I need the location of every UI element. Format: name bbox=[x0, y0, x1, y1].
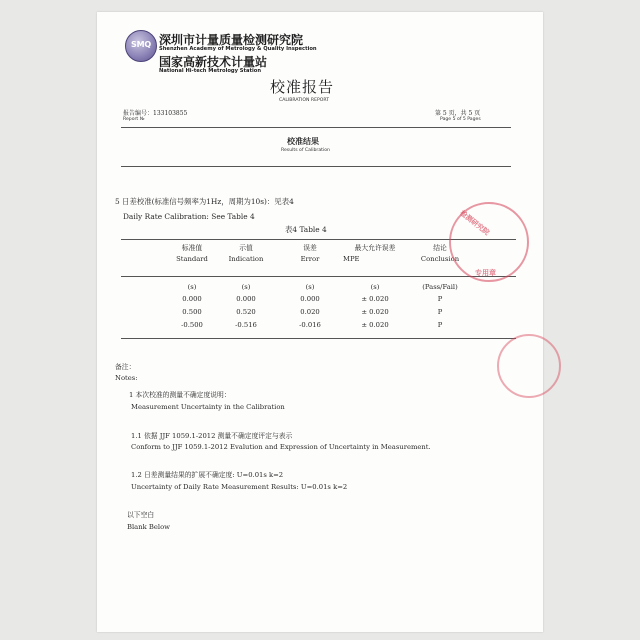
unit-mpe: (s) bbox=[370, 283, 380, 291]
cell-error: 0.020 bbox=[300, 308, 320, 316]
note-1-en: Measurement Uncertainty in the Calibration bbox=[131, 403, 285, 411]
col-header-conclusion-en: Conclusion bbox=[420, 255, 460, 263]
cell-mpe: ± 0.020 bbox=[361, 308, 389, 316]
col-header-mpe bbox=[335, 242, 415, 263]
page-number-en: Page 5 of 5 Pages bbox=[440, 117, 481, 122]
col-header-mpe-zh: 最大允许误差 bbox=[354, 244, 396, 252]
station-name-zh: 国家高新技术计量站 bbox=[159, 55, 268, 69]
cell-error: 0.000 bbox=[300, 295, 320, 303]
note-1-1-zh: 1.1 依据 JJF 1059.1-2012 测量不确定度评定与表示 bbox=[131, 432, 293, 440]
cell-standard: 0.000 bbox=[182, 295, 202, 303]
note-1-zh: 1 本次校准的测量不确定度说明： bbox=[129, 391, 231, 399]
cell-conclusion: P bbox=[437, 295, 443, 303]
page-number-zh: 第 5 页，共 5 页 bbox=[435, 110, 481, 117]
col-header-standard-zh: 标准值 bbox=[181, 244, 203, 252]
col-header-indication-zh: 示值 bbox=[239, 244, 253, 252]
report-no-label: 报告编号： bbox=[123, 110, 154, 117]
table-bottom-rule bbox=[121, 338, 516, 339]
cell-standard: -0.500 bbox=[181, 321, 203, 329]
report-page bbox=[97, 12, 543, 632]
col-header-conclusion-zh: 结论 bbox=[433, 244, 447, 252]
note-1-2-en: Uncertainty of Daily Rate Measurement Results: U=0.01s k=2 bbox=[131, 483, 348, 491]
section-title-en: Results of Calibration bbox=[281, 148, 330, 153]
report-title-en: CALIBRATION REPORT bbox=[279, 98, 330, 103]
header-divider bbox=[121, 127, 511, 128]
col-header-error-zh: 误差 bbox=[303, 244, 317, 252]
col-header-indication-en: Indication bbox=[228, 255, 264, 263]
cell-indication: 0.000 bbox=[236, 295, 256, 303]
table-caption: 表4 Table 4 bbox=[285, 225, 327, 234]
col-header-error-en: Error bbox=[300, 255, 320, 263]
seal-stamp-text: 检测研究院 bbox=[458, 209, 491, 237]
section-divider bbox=[121, 166, 511, 167]
report-no bbox=[123, 108, 187, 117]
notes-label-en: Notes: bbox=[115, 374, 138, 382]
cell-standard: 0.500 bbox=[182, 308, 202, 316]
table-header-rule bbox=[121, 276, 516, 277]
col-header-indication bbox=[211, 242, 281, 263]
cell-conclusion: P bbox=[437, 308, 443, 316]
unit-error: (s) bbox=[305, 283, 315, 291]
cell-mpe: ± 0.020 bbox=[361, 295, 389, 303]
note-1-2-zh: 1.2 日差测量结果的扩展不确定度: U=0.01s k=2 bbox=[131, 471, 284, 479]
unit-conclusion: (Pass/Fail) bbox=[422, 283, 458, 291]
report-title-zh: 校准报告 bbox=[270, 78, 335, 96]
note-1-1-en: Conform to JJF 1059.1-2012 Evalution and Expression of Uncertainty in Measurement. bbox=[131, 443, 431, 451]
cell-indication: -0.516 bbox=[235, 321, 257, 329]
notes-label-zh: 备注： bbox=[115, 363, 136, 371]
section-title-zh: 校准结果 bbox=[287, 136, 319, 146]
blank-below-en: Blank Below bbox=[127, 523, 170, 531]
logo-text: SMQ bbox=[131, 40, 151, 49]
report-no-value: 133103855 bbox=[153, 110, 188, 117]
col-header-standard-en: Standard bbox=[176, 255, 208, 263]
item-heading-zh: 5 日差校准(标准信号频率为1Hz，周期为10s)：见表4 bbox=[115, 197, 294, 206]
cell-error: -0.016 bbox=[299, 321, 321, 329]
blank-below-zh: 以下空白 bbox=[127, 511, 155, 519]
cell-indication: 0.520 bbox=[236, 308, 256, 316]
unit-standard: (s) bbox=[187, 283, 197, 291]
item-heading-en: Daily Rate Calibration: See Table 4 bbox=[123, 212, 255, 221]
col-header-mpe-en: MPE bbox=[343, 255, 360, 263]
cell-mpe: ± 0.020 bbox=[361, 321, 389, 329]
station-name-en: National Hi-tech Metrology Station bbox=[159, 68, 262, 74]
seal-stamp-subtext: 专用章 bbox=[475, 269, 496, 277]
institute-logo bbox=[125, 30, 157, 62]
unit-indication: (s) bbox=[241, 283, 251, 291]
org-name-en: Shenzhen Academy of Metrology & Quality Inspection bbox=[159, 46, 317, 52]
report-no-label-en: Report № bbox=[123, 117, 145, 122]
org-name-zh: 深圳市计量质量检测研究院 bbox=[159, 33, 304, 47]
seal-stamp-secondary bbox=[497, 334, 561, 398]
cell-conclusion: P bbox=[437, 321, 443, 329]
